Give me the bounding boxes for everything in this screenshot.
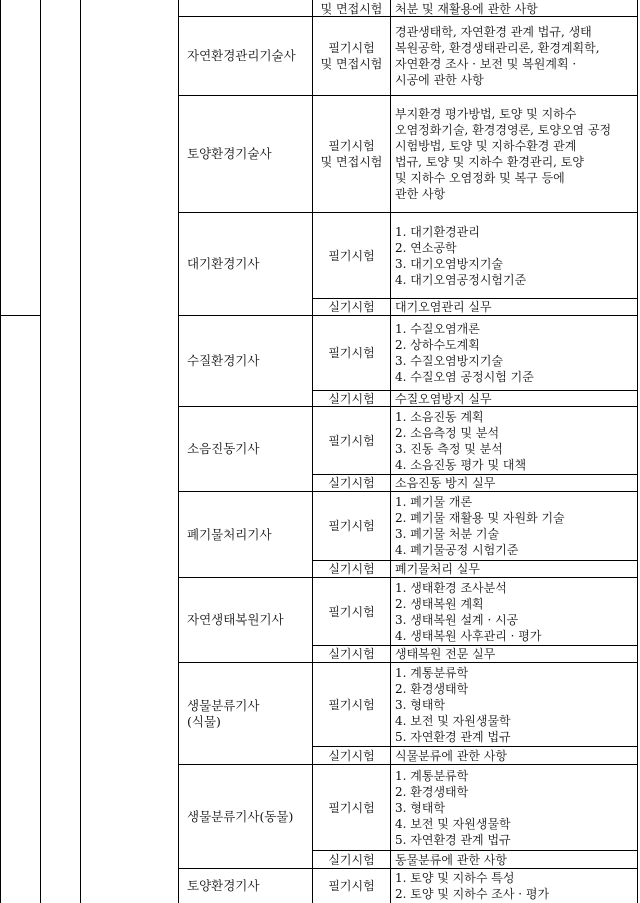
exam-type-cell-line: 필기시험 xyxy=(328,346,375,360)
exam-subject-cell-line: 3. 진동 측정 및 분석 xyxy=(395,441,503,456)
exam-type-cell-line: 및 면접시험 xyxy=(320,57,383,71)
qualification-title-cell xyxy=(179,17,312,95)
exam-subject-cell-line: 및 지하수 오염정화 및 복구 등에 xyxy=(395,171,565,185)
exam-subject-cell-line: 식물분류에 관한 사항 xyxy=(395,748,507,763)
table-rule-horizontal xyxy=(0,315,40,316)
exam-subject-cell-line: 1. 대기환경관리 xyxy=(395,224,480,239)
exam-subject-cell xyxy=(391,561,637,577)
exam-subject-cell-line: 5. 자연환경 관계 법규 xyxy=(395,832,511,847)
exam-subject-cell-line: 처분 및 재활용에 관한 사항 xyxy=(395,1,538,16)
exam-subject-cell-line: 1. 토양 및 지하수 특성 xyxy=(395,871,515,885)
exam-type-cell xyxy=(313,1,390,16)
exam-subject-cell xyxy=(391,492,637,560)
exam-subject-cell-line: 5. 자연환경 관계 법규 xyxy=(395,729,511,744)
exam-subject-cell-line: 경관생태학, 자연환경 관계 법규, 생태 xyxy=(395,25,592,39)
exam-subject-cell-line: 1. 폐기물 개론 xyxy=(395,495,473,509)
qualification-title-cell xyxy=(179,492,312,577)
exam-subject-cell xyxy=(391,747,637,764)
exam-subject-cell-line: 1. 계통분류학 xyxy=(395,768,469,783)
exam-type-cell xyxy=(313,475,390,491)
qualification-title-cell xyxy=(179,663,312,764)
exam-subject-cell-line: 1. 수질오염개론 xyxy=(395,322,480,336)
exam-subject-cell-line: 관한 사항 xyxy=(395,187,446,201)
exam-subject-cell xyxy=(391,646,637,662)
exam-subject-cell-line: 2. 환경생태학 xyxy=(395,681,469,696)
exam-subject-cell-line: 2. 생태복원 계획 xyxy=(395,596,484,611)
exam-type-cell xyxy=(313,316,390,390)
exam-subject-cell-line: 폐기물처리 실무 xyxy=(395,562,480,576)
exam-subject-cell-line: 3. 형태학 xyxy=(395,697,446,712)
qualification-title-cell-line: 토양환경기술사 xyxy=(187,146,272,161)
qualification-title-cell-line: 생물분류기사(동물) xyxy=(187,808,294,824)
exam-type-cell-line: 필기시험 xyxy=(328,697,375,712)
exam-subject-cell xyxy=(391,213,637,298)
qualification-title-cell xyxy=(179,96,312,212)
exam-type-cell-line: 필기시험 xyxy=(328,41,375,55)
exam-subject-cell xyxy=(391,663,637,746)
exam-subject-cell xyxy=(391,299,637,315)
exam-type-cell-line: 실기시험 xyxy=(328,300,375,314)
exam-subject-cell xyxy=(391,765,637,850)
exam-type-cell-line: 실기시험 xyxy=(328,562,375,576)
exam-subject-cell-line: 4. 대기오염공정시험기준 xyxy=(395,272,527,287)
exam-type-cell-line: 실기시험 xyxy=(328,391,375,406)
exam-subject-cell-line: 4. 보전 및 자원생물학 xyxy=(395,713,511,728)
exam-subject-cell-line: 3. 폐기물 처분 기술 xyxy=(395,527,500,541)
exam-subject-cell-line: 오염정화기술, 환경경영론, 토양오염 공정 xyxy=(395,123,612,137)
exam-subject-cell-line: 자연환경 조사 · 보전 및 복원계획 · xyxy=(395,57,577,71)
qualification-title-cell-line: 폐기물처리기사 xyxy=(187,526,272,542)
exam-subject-cell-line: 1. 생태환경 조사분석 xyxy=(395,580,507,595)
exam-subject-cell-line: 2. 토양 및 지하수 조사 · 평가 xyxy=(395,887,550,901)
table-rule-vertical xyxy=(40,0,41,903)
exam-type-cell-line: 및 면접시험 xyxy=(320,155,383,169)
exam-subject-cell-line: 복원공학, 환경생태관리론, 환경계획학, xyxy=(395,41,600,55)
exam-type-cell-line: 필기시험 xyxy=(328,139,375,153)
exam-subject-cell-line: 1. 계통분류학 xyxy=(395,665,469,680)
exam-subject-cell xyxy=(391,578,637,645)
exam-type-cell-line: 실기시험 xyxy=(328,852,375,867)
exam-subject-cell xyxy=(391,316,637,390)
exam-subject-cell-line: 법규, 토양 및 지하수 환경관리, 토양 xyxy=(395,155,584,169)
exam-subject-cell-line: 3. 형태학 xyxy=(395,800,446,815)
exam-subject-cell-line: 3. 생태복원 설계 · 시공 xyxy=(395,612,519,627)
table-rule-vertical xyxy=(80,0,81,903)
exam-type-cell xyxy=(313,646,390,662)
qualification-title-cell-line: 토양환경기사 xyxy=(187,878,260,893)
qualification-title-cell-line: 생물분류기사 xyxy=(187,697,260,713)
qualification-title-cell xyxy=(179,869,312,903)
exam-subject-cell xyxy=(391,407,637,474)
exam-subject-cell-line: 시험방법, 토양 및 지하수환경 관계 xyxy=(395,139,577,153)
exam-type-cell-line: 실기시험 xyxy=(328,647,375,661)
exam-subject-cell xyxy=(391,475,637,491)
exam-subject-cell-line: 2. 환경생태학 xyxy=(395,784,469,799)
exam-subject-cell-line: 2. 폐기물 재활용 및 자원화 기술 xyxy=(395,511,565,525)
qualification-title-cell-line: 자연환경관리기술사 xyxy=(187,48,296,63)
exam-type-cell xyxy=(313,213,390,298)
exam-subject-cell-line: 3. 대기오염방지기술 xyxy=(395,256,504,271)
exam-type-cell-line: 필기시험 xyxy=(328,800,375,815)
qualification-title-cell xyxy=(179,765,312,868)
exam-subject-cell-line: 동물분류에 관한 사항 xyxy=(395,852,507,867)
exam-type-cell-line: 필기시험 xyxy=(328,879,375,893)
exam-subject-cell-line: 소음진동 방지 실무 xyxy=(395,476,496,490)
qualification-title-cell xyxy=(179,316,312,406)
qualification-title-cell-line: 대기환경기사 xyxy=(187,256,260,271)
exam-subject-cell-line: 시공에 관한 사항 xyxy=(395,73,484,87)
exam-subject-cell xyxy=(391,851,637,868)
exam-type-cell xyxy=(313,391,390,406)
exam-subject-cell-line: 2. 연소공학 xyxy=(395,240,457,255)
exam-subject-cell-line: 부지환경 평가방법, 토양 및 지하수 xyxy=(395,107,577,121)
exam-subject-cell xyxy=(391,17,637,95)
exam-type-cell xyxy=(313,851,390,868)
qualification-title-cell-line: 수질환경기사 xyxy=(187,353,260,368)
exam-subject-cell-line: 생태복원 전문 실무 xyxy=(395,647,496,661)
exam-type-cell xyxy=(313,17,390,95)
exam-type-cell-line: 필기시험 xyxy=(328,519,375,533)
table-rule-vertical xyxy=(0,0,1,903)
exam-subject-cell-line: 4. 수질오염 공정시험 기준 xyxy=(395,370,534,384)
exam-type-cell xyxy=(313,765,390,850)
qualification-title-cell-line: 자연생태복원기사 xyxy=(187,612,284,627)
exam-subject-cell xyxy=(391,1,637,16)
exam-type-cell-line: 필기시험 xyxy=(328,248,375,263)
exam-type-cell xyxy=(313,299,390,315)
exam-type-cell xyxy=(313,578,390,645)
exam-subject-cell xyxy=(391,391,637,406)
exam-subject-cell-line: 4. 폐기물공정 시험기준 xyxy=(395,543,519,557)
exam-type-cell-line: 필기시험 xyxy=(328,433,375,448)
exam-type-cell-line: 필기시험 xyxy=(328,604,375,619)
table-rule-vertical xyxy=(637,0,638,903)
exam-subject-cell xyxy=(391,869,637,903)
exam-type-cell-line: 및 면접시험 xyxy=(320,1,383,16)
exam-subject-cell-line: 4. 보전 및 자원생물학 xyxy=(395,816,511,831)
exam-subject-cell-line: 4. 생태복원 사후관리 · 평가 xyxy=(395,628,542,643)
exam-subject-cell xyxy=(391,96,637,212)
exam-subject-cell-line: 4. 소음진동 평가 및 대책 xyxy=(395,457,527,472)
exam-type-cell-line: 실기시험 xyxy=(328,476,375,490)
exam-type-cell xyxy=(313,561,390,577)
qualification-title-cell-line: (식물) xyxy=(187,713,221,729)
qualification-title-cell xyxy=(179,407,312,491)
exam-type-cell xyxy=(313,869,390,903)
exam-subject-cell-line: 2. 소음측정 및 분석 xyxy=(395,425,500,440)
qualification-title-cell xyxy=(179,213,312,315)
exam-subject-cell-line: 1. 소음진동 계획 xyxy=(395,409,484,424)
exam-subject-cell-line: 수질오염방지 실무 xyxy=(395,391,492,406)
exam-type-cell xyxy=(313,747,390,764)
exam-subject-cell-line: 3. 수질오염방지기술 xyxy=(395,354,504,368)
exam-type-cell xyxy=(313,492,390,560)
exam-type-cell xyxy=(313,96,390,212)
exam-subject-cell-line: 대기오염관리 실무 xyxy=(395,300,492,314)
qualification-title-cell-line: 소음진동기사 xyxy=(187,441,260,456)
qualification-title-cell xyxy=(179,578,312,662)
exam-type-cell-line: 실기시험 xyxy=(328,748,375,763)
exam-subject-cell-line: 2. 상하수도계획 xyxy=(395,338,480,352)
exam-type-cell xyxy=(313,407,390,474)
exam-type-cell xyxy=(313,663,390,746)
